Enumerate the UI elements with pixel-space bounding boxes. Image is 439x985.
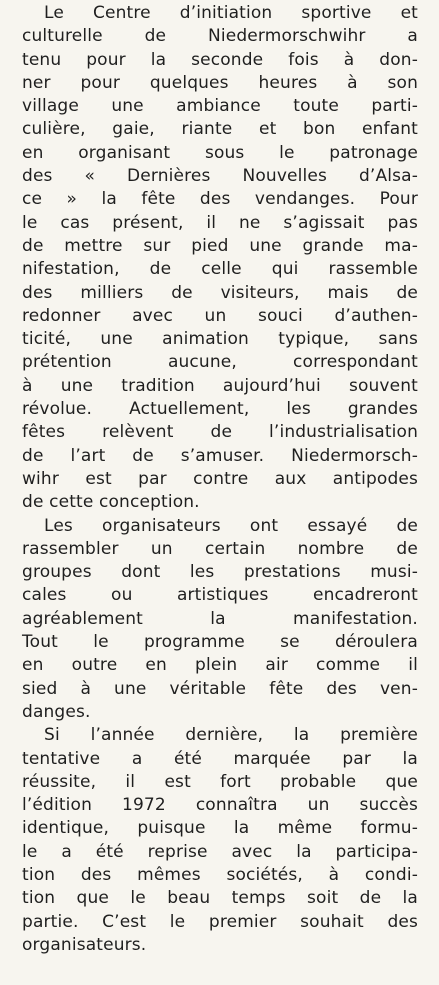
text-line: tenu pour la seconde fois à don- <box>22 49 418 70</box>
text-line: village une ambiance toute parti- <box>22 96 418 117</box>
paragraph-2 <box>22 515 418 725</box>
text-line: révolue. Actuellement, les grandes <box>22 399 418 420</box>
text-line: redonner avec un souci d’authen- <box>22 305 418 326</box>
text-line: en outre en plein air comme il <box>22 655 418 676</box>
text-line: culière, gaie, riante et bon enfant <box>22 119 418 140</box>
text-line: danges. <box>22 701 91 722</box>
text-line: de l’art de s’amuser. Niedermorsch- <box>22 445 418 466</box>
text-line: rassembler un certain nombre de <box>22 538 418 559</box>
text-line: organisateurs. <box>22 934 147 955</box>
text-line: Si l’année dernière, la première <box>44 725 418 746</box>
text-line: prétention aucune, correspondant <box>22 352 418 373</box>
text-line: Le Centre d’initiation sportive et <box>44 3 418 23</box>
article-body <box>22 2 418 957</box>
text-line: de cette conception. <box>22 492 200 513</box>
text-line: réussite, il est fort probable que <box>22 771 418 792</box>
text-line: Tout le programme se déroulera <box>22 632 418 653</box>
text-line: le cas présent, il ne s’agissait pas <box>22 212 418 233</box>
text-line: Les organisateurs ont essayé de <box>44 515 418 536</box>
text-line: des milliers de visiteurs, mais de <box>22 282 418 303</box>
text-line: en organisant sous le patronage <box>22 142 418 163</box>
text-line: sied à une véritable fête des ven- <box>22 678 418 699</box>
text-line: identique, puisque la même formu- <box>22 818 418 839</box>
text-line: tion des mêmes sociétés, à condi- <box>22 864 418 885</box>
text-line: le a été reprise avec la participa- <box>22 841 418 862</box>
text-line: ner pour quelques heures à son <box>22 72 418 93</box>
text-line: tentative a été marquée par la <box>22 748 418 769</box>
text-line: culturelle de Niedermorschwihr a <box>22 26 418 47</box>
text-line: l’édition 1972 connaîtra un succès <box>22 795 418 816</box>
text-line: fêtes relèvent de l’industrialisation <box>22 422 418 443</box>
text-line: nifestation, de celle qui rassemble <box>22 259 418 280</box>
text-line: cales ou artistiques encadreront <box>22 585 418 606</box>
text-line: à une tradition aujourd’hui souvent <box>22 375 418 396</box>
text-line: ce » la fête des vendanges. Pour <box>22 189 418 210</box>
paragraph-1 <box>22 2 418 515</box>
text-line: partie. C’est le premier souhait des <box>22 911 418 932</box>
text-line: ticité, une animation typique, sans <box>22 329 418 350</box>
text-line: groupes dont les prestations musi- <box>22 562 418 583</box>
text-line: agréablement la manifestation. <box>22 608 418 629</box>
text-line: des « Dernières Nouvelles d’Alsa- <box>22 166 418 187</box>
paragraph-3 <box>22 724 418 957</box>
text-line: wihr est par contre aux antipodes <box>22 468 418 489</box>
text-line: de mettre sur pied une grande ma- <box>22 235 418 256</box>
text-line: tion que le beau temps soit de la <box>22 888 418 909</box>
